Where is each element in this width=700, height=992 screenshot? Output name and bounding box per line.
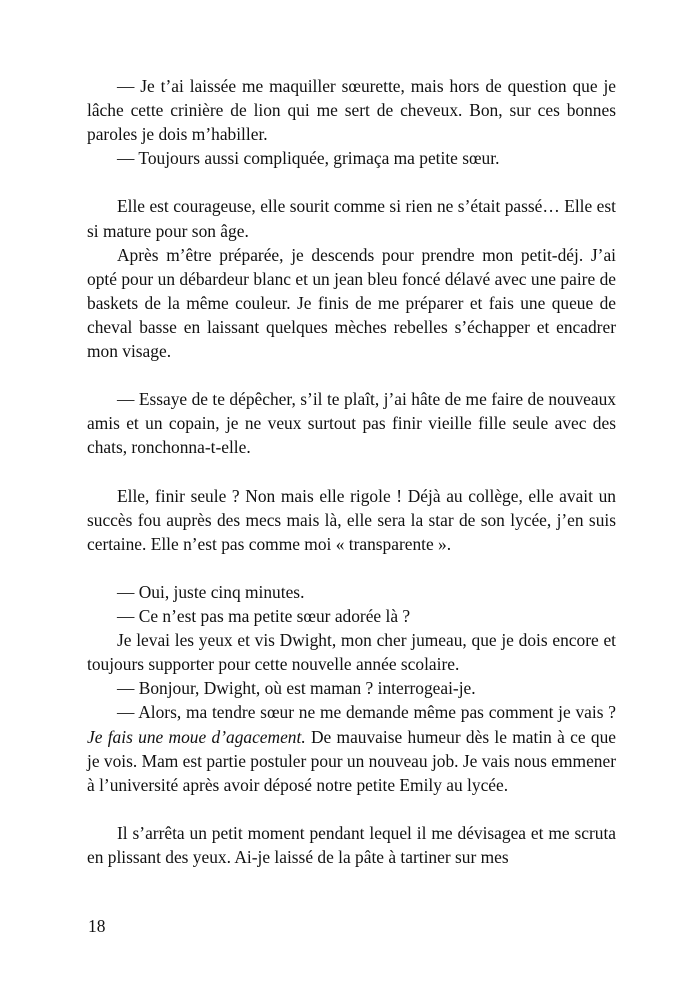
paragraph-text: — Alors, ma tendre sœur ne me demande même pas comment je vais ? [117,702,616,723]
paragraph: Il s’arrêta un petit moment pendant lequel il me dévisagea et me scruta en plissant des yeux. Ai-je laissé de la pâte à tartiner sur mes [87,822,616,867]
paragraph: Je levai les yeux et vis Dwight, mon cher jumeau, que je dois encore et toujours supporter pour cette nouvelle année scolaire. [87,630,616,675]
paragraph: Elle, finir seule ? Non mais elle rigole ! Déjà au collège, elle avait un succès fou auprès des mecs mais là, elle sera la star de son lycée, j’en suis certaine. Elle n’est pas comme moi « transparente ». [87,485,616,554]
paragraph: Après m’être préparée, je descends pour prendre mon petit-déj. J’ai opté pour un débardeur blanc et un jean bleu foncé délavé avec une paire de baskets de la même couleur. Je finis de me préparer et fais une queue de cheval basse en laissant quelques mèches rebelles s’échapper et encadrer mon visage. [87,244,616,362]
page-number: 18 [88,916,106,936]
paragraph-with-italic [87,700,616,796]
paragraph: Elle est courageuse, elle sourit comme si rien ne s’était passé… Elle est si mature pour son âge. [87,196,616,241]
paragraph: — Je t’ai laissée me maquiller sœurette, mais hors de question que je lâche cette crinière de lion qui me sert de cheveux. Bon, sur ces bonnes paroles je dois m’habiller. [87,76,616,145]
page-body-text [87,74,616,869]
paragraph-text: De mauvaise humeur dès le matin à ce que je vois. Mam est partie postuler pour un nouveau job. Je vais nous emmener à l’université après avoir déposé notre petite Emily au lycée. [87,726,616,795]
italic-phrase: Je fais une moue d’agacement. [87,726,306,747]
paragraph: — Toujours aussi compliquée, grimaça ma petite sœur. [117,148,500,169]
paragraph: — Essaye de te dépêcher, s’il te plaît, j’ai hâte de me faire de nouveaux amis et un copain, je ne veux surtout pas finir vieille fille seule avec des chats, ronchonna-t-elle. [87,389,616,458]
paragraph: — Ce n’est pas ma petite sœur adorée là ? [117,606,411,627]
paragraph: — Oui, juste cinq minutes. [117,581,305,602]
paragraph: — Bonjour, Dwight, où est maman ? interrogeai-je. [117,678,476,699]
